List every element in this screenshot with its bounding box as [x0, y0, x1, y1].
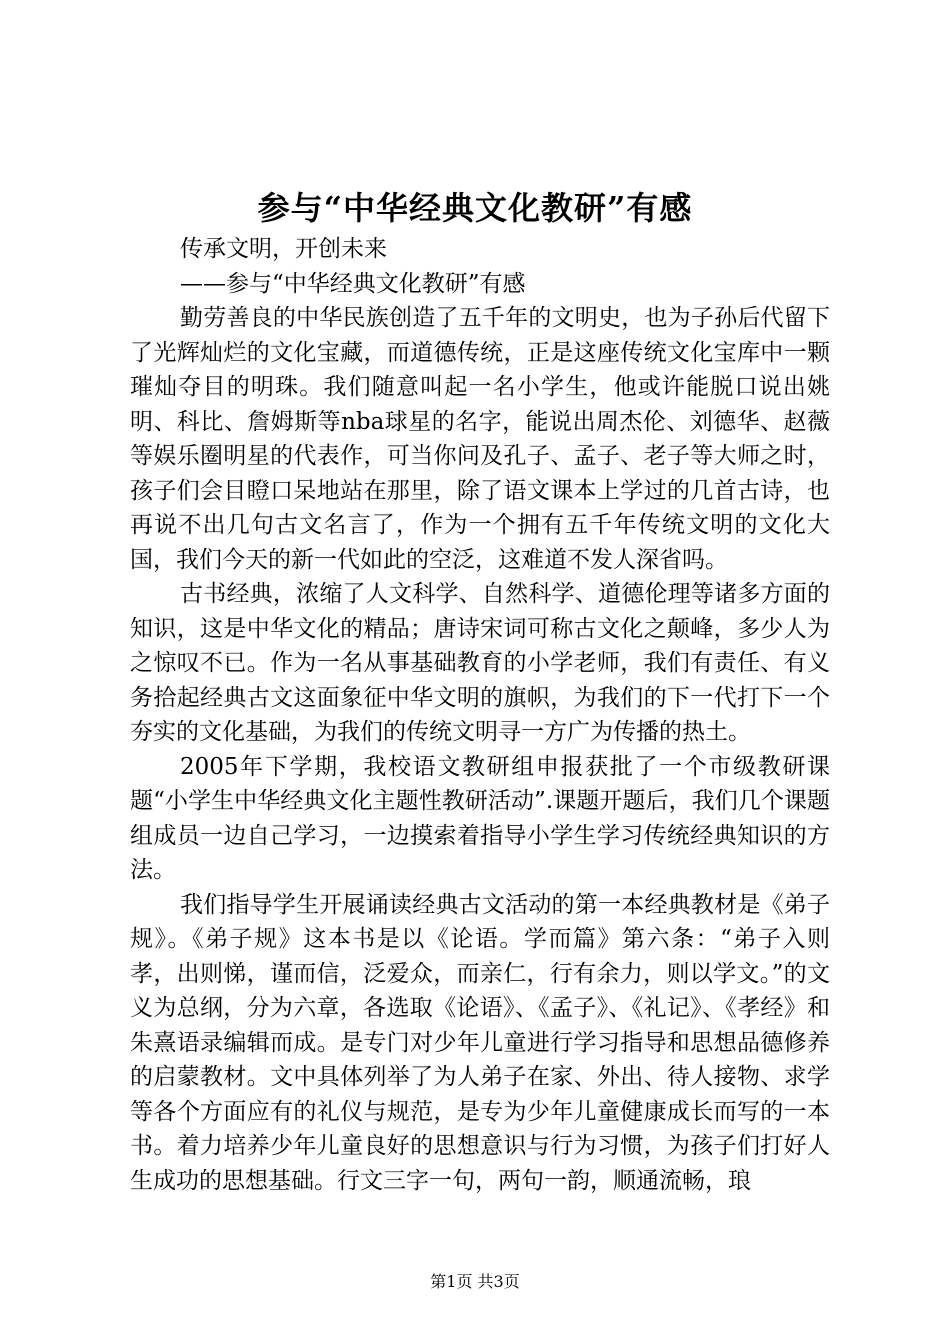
document-body: [130, 232, 830, 1198]
paragraph-3: 2005年下学期，我校语文教研组申报获批了一个市级教研课题“小学生中华经典文化主题性教研活动”.课题开题后，我们几个课题组成员一边自己学习，一边摸索着指导小学生学习传统经典知识的方法。: [130, 753, 830, 883]
document-title: 参与“中华经典文化教研”有感: [257, 189, 693, 227]
page-footer: 第1页 共3页: [430, 1272, 520, 1291]
document-subtitle: 传承文明，开创未来: [180, 236, 387, 262]
paragraph-2: 古书经典，浓缩了人文科学、自然科学、道德伦理等诸多方面的知识，这是中华文化的精品；唐诗宋词可称古文化之颠峰，多少人为之惊叹不已。作为一名从事基础教育的小学老师，我们有责任、有义务拾起经典古文这面象征中华文明的旗帜，为我们的下一代打下一个夯实的文化基础，为我们的传统文明寻一方广为传播的热土。: [130, 581, 830, 745]
document-byline: ——参与“中华经典文化教研”有感: [180, 270, 526, 297]
paragraph-1: 勤劳善良的中华民族创造了五千年的文明史，也为子孙后代留下了光辉灿烂的文化宝藏，而道德传统，正是这座传统文化宝库中一颗璀灿夺目的明珠。我们随意叫起一名小学生，他或许能脱口说出姚明、科比、詹姆斯等nba球星的名字，能说出周杰伦、刘德华、赵薇等娱乐圈明星的代表作，可当你问及孔子、孟子、老子等大师之时，孩子们会目瞪口呆地站在那里，除了语文课本上学过的几首古诗，也再说不出几句古文名言了，作为一个拥有五千年传统文明的文化大国，我们今天的新一代如此的空泛，这难道不发人深省吗。: [130, 305, 830, 573]
paragraph-4: 我们指导学生开展诵读经典古文活动的第一本经典教材是《弟子规》。《弟子规》这本书是以《论语。学而篇》第六条：“弟子入则孝，出则悌，谨而信，泛爱众，而亲仁，行有余力，则以学文。”的文义为总纲，分为六章，各选取《论语》、《孟子》、《礼记》、《孝经》和朱熹语录编辑而成。是专门对少年儿童进行学习指导和思想品德修养的启蒙教材。文中具体列举了为人弟子在家、外出、待人接物、求学等各个方面应有的礼仪与规范，是专为少年儿童健康成长而写的一本书。着力培养少年儿童良好的思想意识与行为习惯，为孩子们打好人生成功的思想基础。行文三字一句，两句一韵，顺通流畅，琅: [130, 891, 830, 1194]
